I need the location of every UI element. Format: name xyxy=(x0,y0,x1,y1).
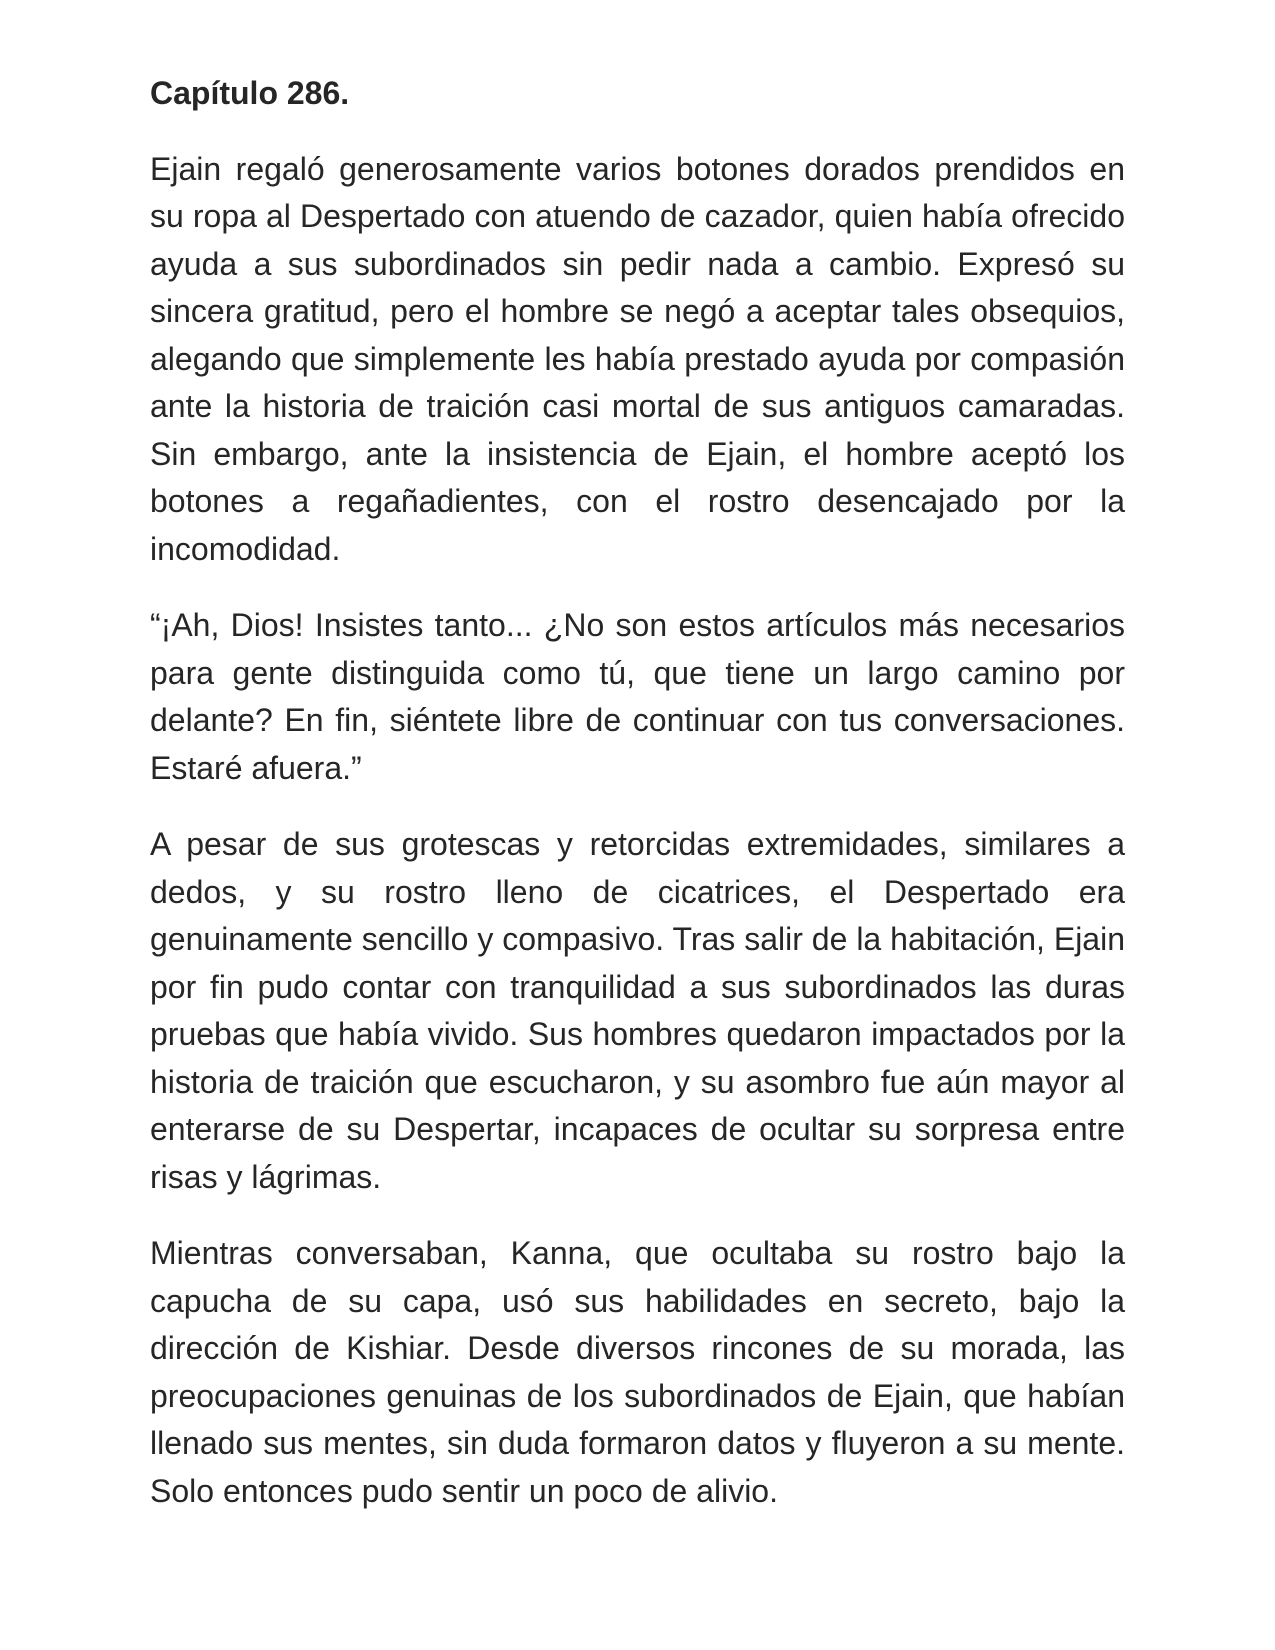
paragraph-3: A pesar de sus grotescas y retorcidas extremidades, similares a dedos, y su rostro lleno de cicatrices, el Despertado era genuinamente sencillo y compasivo. Tras salir de la habitación, Ejain por fin pudo contar con tranquilidad a sus subordinados las duras pruebas que había vivido. Sus hombres quedaron impactados por la historia de traición que escucharon, y su asombro fue aún mayor al enterarse de su Despertar, incapaces de ocultar su sorpresa entre risas y lágrimas. xyxy=(150,826,1125,1195)
document-page xyxy=(150,70,1125,1544)
paragraph-4: Mientras conversaban, Kanna, que ocultaba su rostro bajo la capucha de su capa, usó sus habilidades en secreto, bajo la dirección de Kishiar. Desde diversos rincones de su morada, las preocupaciones genuinas de los subordinados de Ejain, que habían llenado sus mentes, sin duda formaron datos y fluyeron a su mente. Solo entonces pudo sentir un poco de alivio. xyxy=(150,1235,1125,1509)
paragraph-1: Ejain regaló generosamente varios botones dorados prendidos en su ropa al Despertado con atuendo de cazador, quien había ofrecido ayuda a sus subordinados sin pedir nada a cambio. Expresó su sincera gratitud, pero el hombre se negó a aceptar tales obsequios, alegando que simplemente les había prestado ayuda por compasión ante la historia de traición casi mortal de sus antiguos camaradas. Sin embargo, ante la insistencia de Ejain, el hombre aceptó los botones a regañadientes, con el rostro desencajado por la incomodidad. xyxy=(150,150,1125,567)
paragraph-2: “¡Ah, Dios! Insistes tanto... ¿No son estos artículos más necesarios para gente distinguida como tú, que tiene un largo camino por delante? En fin, siéntete libre de continuar con tus conversaciones. Estaré afuera.” xyxy=(150,607,1125,786)
chapter-title: Capítulo 286. xyxy=(150,75,350,111)
